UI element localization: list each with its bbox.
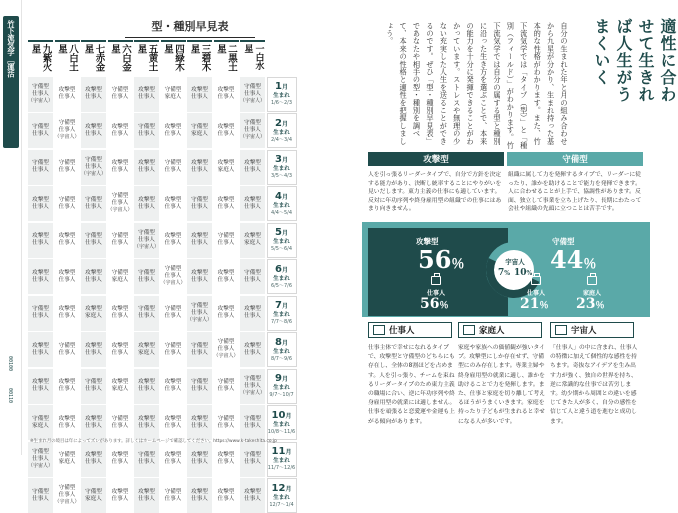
table-cell: 攻撃型 家庭人 — [108, 369, 133, 404]
table-cell: 攻撃型 仕事人 — [55, 259, 80, 294]
column-header: 五黄土星 — [134, 40, 159, 75]
column-header: 一白水星 — [240, 40, 265, 75]
category-heading-worker: 仕事人 — [368, 322, 452, 338]
table-cell: 攻撃型 仕事人 — [81, 113, 106, 148]
table-cell: 守備型 仕事人 — [55, 150, 80, 185]
table-cell: 守備型 家庭人 — [81, 478, 106, 513]
space-person-value: 7% — [498, 268, 510, 278]
table-cell: 守備型 家庭人 — [55, 442, 80, 477]
house-icon — [463, 325, 475, 335]
table-cell: 攻撃型 仕事人 — [240, 332, 265, 367]
rocket-icon — [555, 325, 567, 335]
table-cell: 守備型 仕事人 （宇宙人） — [214, 332, 239, 367]
table-cell: 守備型 家庭人 — [161, 77, 186, 112]
defense-stat-label: 守備型 — [552, 237, 575, 246]
category-heading-home: 家庭人 — [458, 322, 542, 338]
table-cell: 攻撃型 仕事人 — [214, 442, 239, 477]
month-cell: 8月 生まれ 8/7～9/6 — [267, 332, 297, 367]
table-cell: 守備型 仕事人 — [214, 223, 239, 258]
defense-type-heading: 守備型 — [507, 152, 643, 166]
table-cell: 守備型 仕事人 — [240, 259, 265, 294]
column-header: 八白土星 — [55, 40, 80, 75]
table-cell: 攻撃型 仕事人 — [240, 296, 265, 331]
table-cell: 攻撃型 家庭人 — [214, 150, 239, 185]
table-cell: 攻撃型 仕事人 — [161, 186, 186, 221]
table-cell: 守備型 仕事人 — [55, 332, 80, 367]
table-cell: 攻撃型 仕事人 — [240, 186, 265, 221]
table-cell: 守備型 仕事人 — [240, 442, 265, 477]
table-cell: 攻撃型 家庭人 — [134, 332, 159, 367]
table-cell: 攻撃型 仕事人 — [134, 369, 159, 404]
table-cell: 攻撃型 仕事人 — [81, 332, 106, 367]
table-cell: 攻撃型 仕事人 — [28, 223, 53, 258]
table-cell: 守備型 仕事人 — [134, 296, 159, 331]
table-cell: 守備型 仕事人 — [28, 478, 53, 513]
table-title: 型・種別早見表 — [110, 18, 270, 38]
table-cell: 攻撃型 仕事人 — [134, 405, 159, 440]
attack-stat-label: 攻撃型 — [416, 237, 439, 246]
table-cell: 守備型 仕事人 — [81, 223, 106, 258]
table-cell: 攻撃型 仕事人 — [187, 223, 212, 258]
column-header: 九紫火星 — [28, 40, 53, 75]
column-header: 二黒土星 — [214, 40, 239, 75]
column-header: 六白金星 — [108, 40, 133, 75]
table-cell: 攻撃型 仕事人 — [161, 405, 186, 440]
table-cell: 守備型 仕事人 — [81, 186, 106, 221]
month-cell: 4月 生まれ 4/4～5/4 — [267, 186, 297, 221]
briefcase-icon — [531, 276, 541, 285]
table-cell: 守備型 仕事人 — [108, 223, 133, 258]
spine-title: 竹下流気学［運活 — [7, 20, 16, 78]
defense-job-label: 仕事人 — [526, 290, 545, 297]
month-cell: 7月 生まれ 7/7～8/6 — [267, 296, 297, 331]
table-cell: 守備型 家庭人 — [108, 259, 133, 294]
attack-type-heading: 攻撃型 — [368, 152, 504, 166]
table-cell: 守備型 仕事人 （宇宙人） — [55, 113, 80, 148]
space-person-label: 宇宙人 — [505, 258, 525, 266]
table-cell: 守備型 仕事人 （宇宙人） — [81, 150, 106, 185]
table-cell: 攻撃型 家庭人 — [81, 296, 106, 331]
table-cell: 攻撃型 仕事人 — [108, 478, 133, 513]
table-cell: 攻撃型 仕事人 — [55, 405, 80, 440]
table-cell: 守備型 仕事人 — [214, 405, 239, 440]
table-cell: 守備型 仕事人 — [28, 113, 53, 148]
attack-job-label: 仕事人 — [426, 290, 445, 297]
table-cell: 守備型 仕事人 — [55, 186, 80, 221]
defense-type-description: 組織に属して力を発揮するタイプで、リーダーに従ったり、誰かを助けることで能力を発揮できます。人に合わせることが上手で、協調性があります。反面、独立して事業を立ち上げたり、長期にわたって会社や組織の先頭に立つことは苦手です。 — [508, 172, 642, 213]
month-cell: 10月 生まれ 10/8～11/6 — [267, 405, 297, 440]
month-cell: 11月 生まれ 11/7～12/6 — [267, 442, 297, 477]
table-cell: 守備型 仕事人 — [134, 442, 159, 477]
table-cell: 攻撃型 仕事人 — [161, 113, 186, 148]
column-header: 七赤金星 — [81, 40, 106, 75]
table-cell: 攻撃型 仕事人 — [81, 259, 106, 294]
table-cell: 攻撃型 仕事人 — [81, 405, 106, 440]
table-cell: 攻撃型 仕事人 — [187, 77, 212, 112]
table-footnote: ※生まれ月の境目は年によってズレがあります。詳しくはホームページで確認してください。https://www.k-takeshita.co.jp — [30, 439, 277, 444]
table-cell: 攻撃型 仕事人 — [108, 296, 133, 331]
column-header: 四緑木星 — [161, 40, 186, 75]
attack-type-description: 人を引っ張るリーダータイプで、自分で方針を決定する能力があり、決断し統率することにやりがいを見いだします。東力主義の仕事にも適しています。反対に年功序列や終身雇用型の組織での仕事にはあまり向きません。 — [368, 172, 502, 213]
house-icon — [587, 276, 597, 285]
table-cell: 攻撃型 仕事人 — [240, 150, 265, 185]
month-cell: 1月 生まれ 1/6～2/3 — [267, 77, 297, 112]
table-cell: 攻撃型 仕事人 — [214, 259, 239, 294]
defense-job-value: 21％ — [520, 296, 549, 312]
table-cell: 攻撃型 仕事人 — [55, 77, 80, 112]
table-cell: 守備型 仕事人 — [134, 259, 159, 294]
table-cell: 攻撃型 仕事人 — [187, 150, 212, 185]
table-cell: 攻撃型 仕事人 — [55, 296, 80, 331]
briefcase-icon — [431, 276, 441, 285]
month-cell: 5月 生まれ 5/5～6/4 — [267, 223, 297, 258]
table-cell: 守備型 仕事人 — [134, 113, 159, 148]
column-header: 三碧木星 — [187, 40, 212, 75]
defense-home-label: 家庭人 — [582, 290, 601, 297]
category-text-space: 「仕事人」の中に含まれ、仕事人の特徴に加えて個性的な感性を持ちます。奇抜なアイデアを生み出す力が強く、独自の世界を持ち、逆に常識的な仕事では苦労します。幼少期から周囲との違いを感じてきた人が多く、自分の感性を信じて人と違う道を進むと成功します。 — [550, 345, 638, 425]
table-cell: 守備型 仕事人 （宇宙人） — [28, 442, 53, 477]
table-cell: 守備型 仕事人 — [161, 296, 186, 331]
table-cell: 攻撃型 仕事人 — [134, 186, 159, 221]
table-cell: 守備型 仕事人 — [214, 369, 239, 404]
table-cell: 攻撃型 仕事人 — [187, 405, 212, 440]
month-cell: 2月 生まれ 2/4～3/4 — [267, 113, 297, 148]
table-cell: 守備型 仕事人 — [187, 332, 212, 367]
defense-home-value: 23％ — [576, 296, 605, 312]
table-cell: 攻撃型 仕事人 — [187, 478, 212, 513]
month-cell: 9月 生まれ 9/7～10/7 — [267, 369, 297, 404]
table-cell: 攻撃型 仕事人 — [81, 442, 106, 477]
space-person-home-value: 10% — [514, 268, 533, 278]
table-cell: 守備型 仕事人 （宇宙人） — [108, 186, 133, 221]
table-cell: 攻撃型 仕事人 — [134, 150, 159, 185]
table-cell: 攻撃型 仕事人 — [214, 296, 239, 331]
table-cell: 守備型 仕事人 （宇宙人） — [161, 259, 186, 294]
table-cell: 攻撃型 仕事人 — [28, 332, 53, 367]
table-cell: 攻撃型 仕事人 — [55, 369, 80, 404]
table-cell: 守備型 仕事人 （宇宙人） — [187, 296, 212, 331]
table-cell: 攻撃型 仕事人 — [108, 113, 133, 148]
table-cell: 守備型 仕事人 — [240, 405, 265, 440]
headline: 適性に合わせて生きれば人生がうまくいく — [592, 18, 677, 103]
table-cell: 守備型 仕事人 （宇宙人） — [55, 478, 80, 513]
defense-stat-value: 44％ — [550, 245, 597, 274]
table-cell: 守備型 仕事人 — [108, 77, 133, 112]
table-cell: 攻撃型 仕事人 — [161, 369, 186, 404]
table-cell: 守備型 仕事人 — [161, 478, 186, 513]
page-number-left: 00100 — [7, 356, 13, 372]
table-cell: 守備型 家庭人 — [187, 113, 212, 148]
table-cell: 攻撃型 仕事人 — [28, 369, 53, 404]
table-cell: 攻撃型 家庭人 — [240, 223, 265, 258]
table-cell: 攻撃型 仕事人 — [214, 478, 239, 513]
table-cell: 守備型 仕事人 — [28, 296, 53, 331]
table-cell: 守備型 仕事人 （宇宙人） — [240, 369, 265, 404]
category-heading-space: 宇宙人 — [550, 322, 634, 338]
table-cell: 攻撃型 仕事人 — [28, 186, 53, 221]
table-cell: 守備型 仕事人 — [28, 150, 53, 185]
table-cell: 攻撃型 仕事人 — [240, 478, 265, 513]
table-cell: 守備型 仕事人 （宇宙人） — [134, 223, 159, 258]
month-cell: 3月 生まれ 3/5～4/3 — [267, 150, 297, 185]
table-cell: 守備型 仕事人 — [161, 150, 186, 185]
table-cell: 攻撃型 仕事人 — [161, 442, 186, 477]
attack-stat-value: 56％ — [418, 245, 465, 274]
table-cell: 守備型 仕事人 — [187, 186, 212, 221]
table-corner — [267, 40, 297, 75]
table-cell: 守備型 仕事人 （宇宙人） — [240, 113, 265, 148]
table-cell: 攻撃型 仕事人 — [108, 442, 133, 477]
briefcase-icon — [373, 325, 385, 335]
table-cell: 攻撃型 仕事人 — [134, 478, 159, 513]
intro-text: 自分の生まれた年と月の組み合わせから九星が分かり、生まれ持った基本的な性格がわかります。また、竹下流気学では「タイプ（型）」と「種別（フィールド）」がわかります。竹下流気学では自分の属する型と種別に沿った生き方を選ぶことで、本来の能力を十分に発揮できることがわかっています。ストレスや無理の少ない充実した人生を送ることができるのです。ぜひ「型・種別早見表」であなたや相手の型・種別を調べて、本来の性格と適性を把握しましょう。 — [385, 22, 569, 150]
table-cell: 攻撃型 仕事人 — [81, 77, 106, 112]
table-cell: 攻撃型 仕事人 — [55, 223, 80, 258]
table-cell: 守備型 仕事人 — [187, 369, 212, 404]
table-cell: 攻撃型 仕事人 — [214, 186, 239, 221]
month-cell: 6月 生まれ 6/5～7/6 — [267, 259, 297, 294]
table-cell: 守備型 仕事人 （宇宙人） — [240, 77, 265, 112]
spine — [0, 0, 22, 455]
attack-job-value: 56％ — [420, 296, 449, 312]
category-text-home: 家庭や家族への価値観が強いタイプ。攻撃型にしか存在せず、守備型にのみ存在します。専業主婦や終身雇用型の就業に適し、誰かを助けることで力を発揮します。また、仕事と家庭を切り離して考えるほうがうまくいきます。家庭を持ったり子どもが生まれると幸せになる人が多いです。 — [458, 345, 545, 425]
table-cell: 攻撃型 仕事人 — [108, 150, 133, 185]
table-cell: 守備型 家庭人 — [28, 405, 53, 440]
table-cell: 守備型 仕事人 （宇宙人） — [28, 77, 53, 112]
table-cell: 守備型 仕事人 — [108, 405, 133, 440]
table-cell: 攻撃型 仕事人 — [187, 442, 212, 477]
table-cell: 攻撃型 仕事人 — [187, 259, 212, 294]
table-cell: 守備型 仕事人 — [81, 369, 106, 404]
category-text-worker: 仕事主体で幸せになれるタイプで、攻撃型と守備型のどちらにも存在し、全体の8割ほどを占めます。人を引っ張り、チームを束ねるリーダータイプのため東力主義の職場に合い、逆に年功序列や終身雇用型の就業には適しません。仕事を頑張ると恋愛運や金運も上がる傾向があります。 — [368, 345, 456, 425]
table-cell: 攻撃型 仕事人 — [108, 332, 133, 367]
table-cell: 攻撃型 仕事人 — [28, 259, 53, 294]
table-cell: 攻撃型 仕事人 — [134, 77, 159, 112]
table-cell: 攻撃型 仕事人 — [161, 223, 186, 258]
page-number-right: 00110 — [7, 388, 13, 404]
table-cell: 攻撃型 仕事人 — [214, 113, 239, 148]
month-cell: 12月 生まれ 12/7～1/4 — [267, 478, 297, 513]
table-cell: 攻撃型 仕事人 — [214, 77, 239, 112]
table-cell: 守備型 仕事人 — [161, 332, 186, 367]
